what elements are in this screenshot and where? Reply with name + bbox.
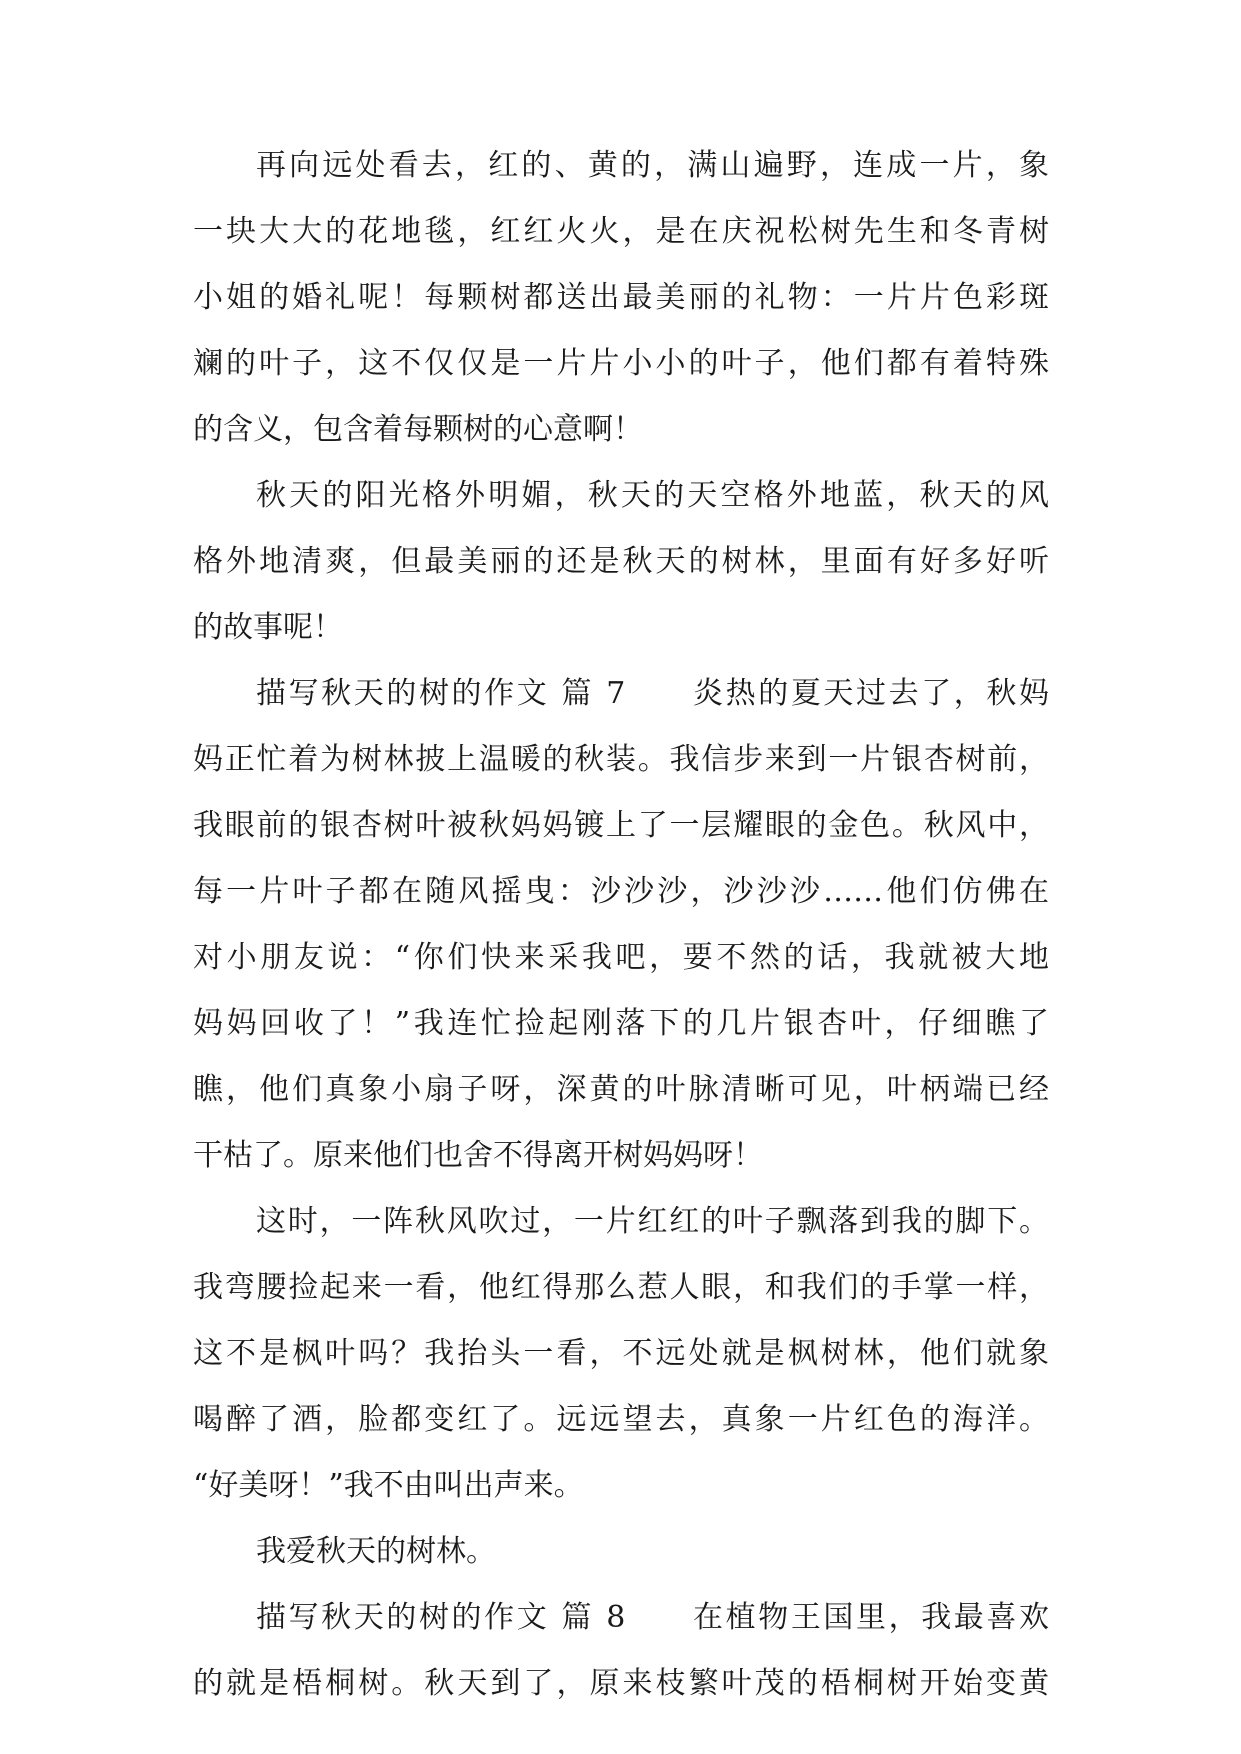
text-line-13: 对小朋友说：“你们快来采我吧，要不然的话，我就被大地 (193, 940, 1049, 975)
text-line-3: 小姐的婚礼呢！每颗树都送出最美丽的礼物：一片片色彩斑 (193, 280, 1049, 315)
text-line-1: 再向远处看去，红的、黄的，满山遍野，连成一片，象 (256, 148, 1049, 183)
text-line-16: 干枯了。原来他们也舍不得离开树妈妈呀！ (193, 1138, 763, 1173)
text-line-18: 我弯腰捡起来一看，他红得那么惹人眼，和我们的手掌一样， (193, 1270, 1049, 1305)
text-line-9: 描写秋天的树的作文 篇 7 炎热的夏天过去了，秋妈 (256, 676, 1049, 711)
text-line-21: “好美呀！”我不由叫出声来。 (193, 1468, 584, 1503)
text-line-10: 妈正忙着为树林披上温暖的秋装。我信步来到一片银杏树前， (193, 742, 1049, 777)
text-line-19: 这不是枫叶吗？我抬头一看，不远处就是枫树林，他们就象 (193, 1336, 1049, 1371)
text-line-20: 喝醉了酒，脸都变红了。远远望去，真象一片红色的海洋。 (193, 1402, 1049, 1437)
text-line-11: 我眼前的银杏树叶被秋妈妈镀上了一层耀眼的金色。秋风中， (193, 808, 1049, 843)
text-line-15: 瞧，他们真象小扇子呀，深黄的叶脉清晰可见，叶柄端已经 (193, 1072, 1049, 1107)
text-line-2: 一块大大的花地毯，红红火火，是在庆祝松树先生和冬青树 (193, 214, 1049, 249)
text-line-5: 的含义，包含着每颗树的心意啊！ (193, 412, 643, 447)
text-line-6: 秋天的阳光格外明媚，秋天的天空格外地蓝，秋天的风 (256, 478, 1049, 513)
text-line-14: 妈妈回收了！”我连忙捡起刚落下的几片银杏叶，仔细瞧了 (193, 1006, 1049, 1041)
text-line-4: 斓的叶子，这不仅仅是一片片小小的叶子，他们都有着特殊 (193, 346, 1049, 381)
text-line-8: 的故事呢！ (193, 610, 343, 645)
text-line-22: 我爱秋天的树林。 (256, 1534, 496, 1569)
text-line-17: 这时，一阵秋风吹过，一片红红的叶子飘落到我的脚下。 (256, 1204, 1049, 1239)
text-line-23: 描写秋天的树的作文 篇 8 在植物王国里，我最喜欢 (256, 1600, 1049, 1635)
text-line-7: 格外地清爽，但最美丽的还是秋天的树林，里面有好多好听 (193, 544, 1049, 579)
text-line-24: 的就是梧桐树。秋天到了，原来枝繁叶茂的梧桐树开始变黄 (193, 1666, 1049, 1701)
text-line-12: 每一片叶子都在随风摇曳：沙沙沙，沙沙沙……他们仿佛在 (193, 874, 1049, 909)
